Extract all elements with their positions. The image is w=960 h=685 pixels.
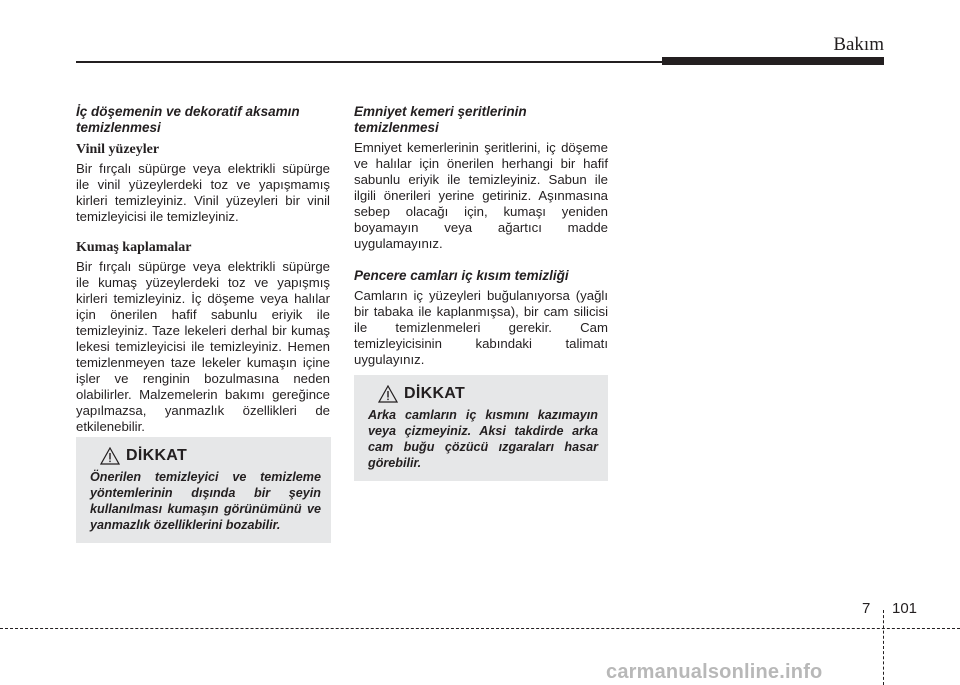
- window-text: Camların iç yüzeyleri buğulanıyorsa (yağlı bir tabaka ile kaplanmışsa), bir cam silicisi ile temizlenmeleri gerekir. Cam temizleyicisinin kabındaki talimatı uygulayınız.: [354, 288, 608, 367]
- vinyl-text: Bir fırçalı süpürge veya elektrikli süpürge ile vinil yüzeylerdeki toz ve yapışmamış kirleri temizleyiniz. Vinil yüzeyleri bir vinil temizleyicisi ile temizleyiniz.: [76, 161, 330, 224]
- footer-divider: [0, 628, 960, 629]
- chapter-number: 7: [862, 600, 871, 617]
- seatbelt-text: Emniyet kemerlerinin şeritlerini, iç döşeme ve halılar için önerilen herhangi bir hafif sabunlu eriyik ile temizleyiniz. Sabun ile ilgili önerileri yerine getiriniz. Aşınmasına sebep olacağı için, kumaşı yeniden boyamayın veya ağartıcı madde uygulamayınız.: [354, 140, 608, 251]
- caution-header: [378, 385, 598, 403]
- caution-text: Önerilen temizleyici ve temizleme yöntemlerinin dışında bir şeyin kullanılması kumaşın görünümünü ve yanmazlık özelliklerini bozabilir.: [90, 470, 321, 532]
- header-rule: [76, 61, 662, 63]
- window-heading: Pencere camları iç kısım temizliği: [354, 268, 569, 283]
- middle-column: [354, 104, 608, 368]
- seatbelt-heading: Emniyet kemeri şeritlerinin temizlenmesi: [354, 104, 527, 135]
- fabric-heading: Kumaş kaplamalar: [76, 240, 192, 255]
- caution-box-window: [354, 375, 608, 481]
- caution-title: DİKKAT: [126, 447, 188, 464]
- fabric-text: Bir fırçalı süpürge veya elektrikli süpürge ile kumaş yüzeylerdeki toz ve yapışmış kirleri temizleyiniz. İç döşeme veya halılar için önerilen hafif sabunlu eriyik ile temizleyiniz. Taze lekeleri derhal bir kumaş lekesi temizleyicisi ile temizleyiniz. Hemen temizlenmeyen taze lekeler kumaşın içine işler ve renginin bozulmasına neden olabilirler. Malzemelerin bakımı gereğince yapılmazsa, yanmazlık özellikleri de etkilenebilir.: [76, 259, 330, 434]
- warning-triangle-icon: [100, 447, 120, 465]
- caution-box-fabric: [76, 437, 331, 543]
- caution-text: Arka camların iç kısmını kazımayın veya çizmeyiniz. Aksi takdirde arka cam buğu çözücü ızgaraları hasar görebilir.: [368, 408, 598, 470]
- caution-header: [100, 447, 321, 465]
- left-column: [76, 104, 330, 435]
- vinyl-heading: Vinil yüzeyler: [76, 142, 160, 157]
- warning-triangle-icon: [378, 385, 398, 403]
- header-rule-bar: [662, 57, 884, 65]
- footer-divider-vertical: [883, 610, 884, 685]
- header-title: Bakım: [833, 34, 884, 55]
- watermark: carmanualsonline.info: [606, 661, 823, 683]
- page-number: 101: [892, 600, 918, 617]
- section-heading: İç döşemenin ve dekoratif aksamın temizlenmesi: [76, 104, 300, 135]
- caution-title: DİKKAT: [404, 385, 466, 402]
